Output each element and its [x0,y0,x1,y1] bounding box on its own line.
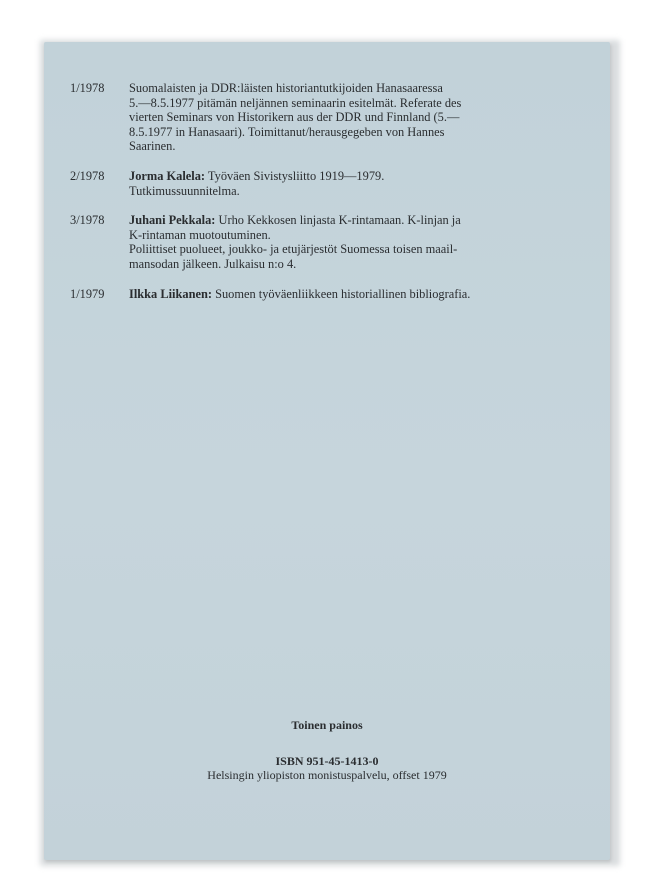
entry-number: 1/1978 [70,81,105,95]
publication-entry [70,213,510,271]
entry-description [129,287,510,302]
publication-entry [70,81,510,154]
entry-line: Tutkimussuunnitelma. [129,183,240,198]
entry-description [129,81,510,154]
entry-title: Työväen Sivistysliitto 1919—1979. [205,168,385,183]
entry-author: Jorma Kalela: [129,168,206,183]
entry-title: Suomen työväenliikkeen historiallinen bibliografia. [211,286,471,301]
isbn: ISBN 951-45-1413-0 [275,754,379,768]
entry-line: vierten Seminars von Historikern aus der DDR und Finnland (5.— [129,110,460,125]
entry-description [129,213,510,271]
publication-list [70,81,510,316]
entry-author: Juhani Pekkala: [129,213,216,228]
entry-line [129,287,510,302]
entry-title: Urho Kekkosen linjasta K-rintamaan. K-linjan ja [215,213,461,228]
entry-line: 8.5.1977 in Hanasaari). Toimittanut/herausgegeben von Hannes [129,124,445,139]
entry-number: 2/1978 [70,168,105,183]
entry-line: Suomalaisten ja DDR:läisten historiantutkijoiden Hanasaaressa [129,81,443,95]
entry-author: Ilkka Liikanen: [129,286,212,301]
edition-note: Toinen painos [291,718,363,732]
entry-line: Saarinen. [129,139,176,154]
publication-entry [70,169,510,198]
entry-line [129,169,510,184]
entry-description [129,169,510,198]
entry-number: 1/1979 [70,286,105,301]
printer-note: Helsingin yliopiston monistuspalvelu, offset 1979 [207,768,447,782]
publication-entry [70,287,510,302]
entry-number: 3/1978 [70,213,105,228]
entry-line: Poliittiset puolueet, joukko- ja etujärjestöt Suomessa toisen maail- [129,242,458,257]
entry-line: mansodan jälkeen. Julkaisu n:o 4. [129,256,297,271]
colophon [44,718,610,782]
entry-line: K-rintaman muotoutuminen. [129,227,271,242]
entry-line: 5.—8.5.1977 pitämän neljännen seminaarin esitelmät. Referate des [129,95,462,110]
entry-line [129,213,510,228]
